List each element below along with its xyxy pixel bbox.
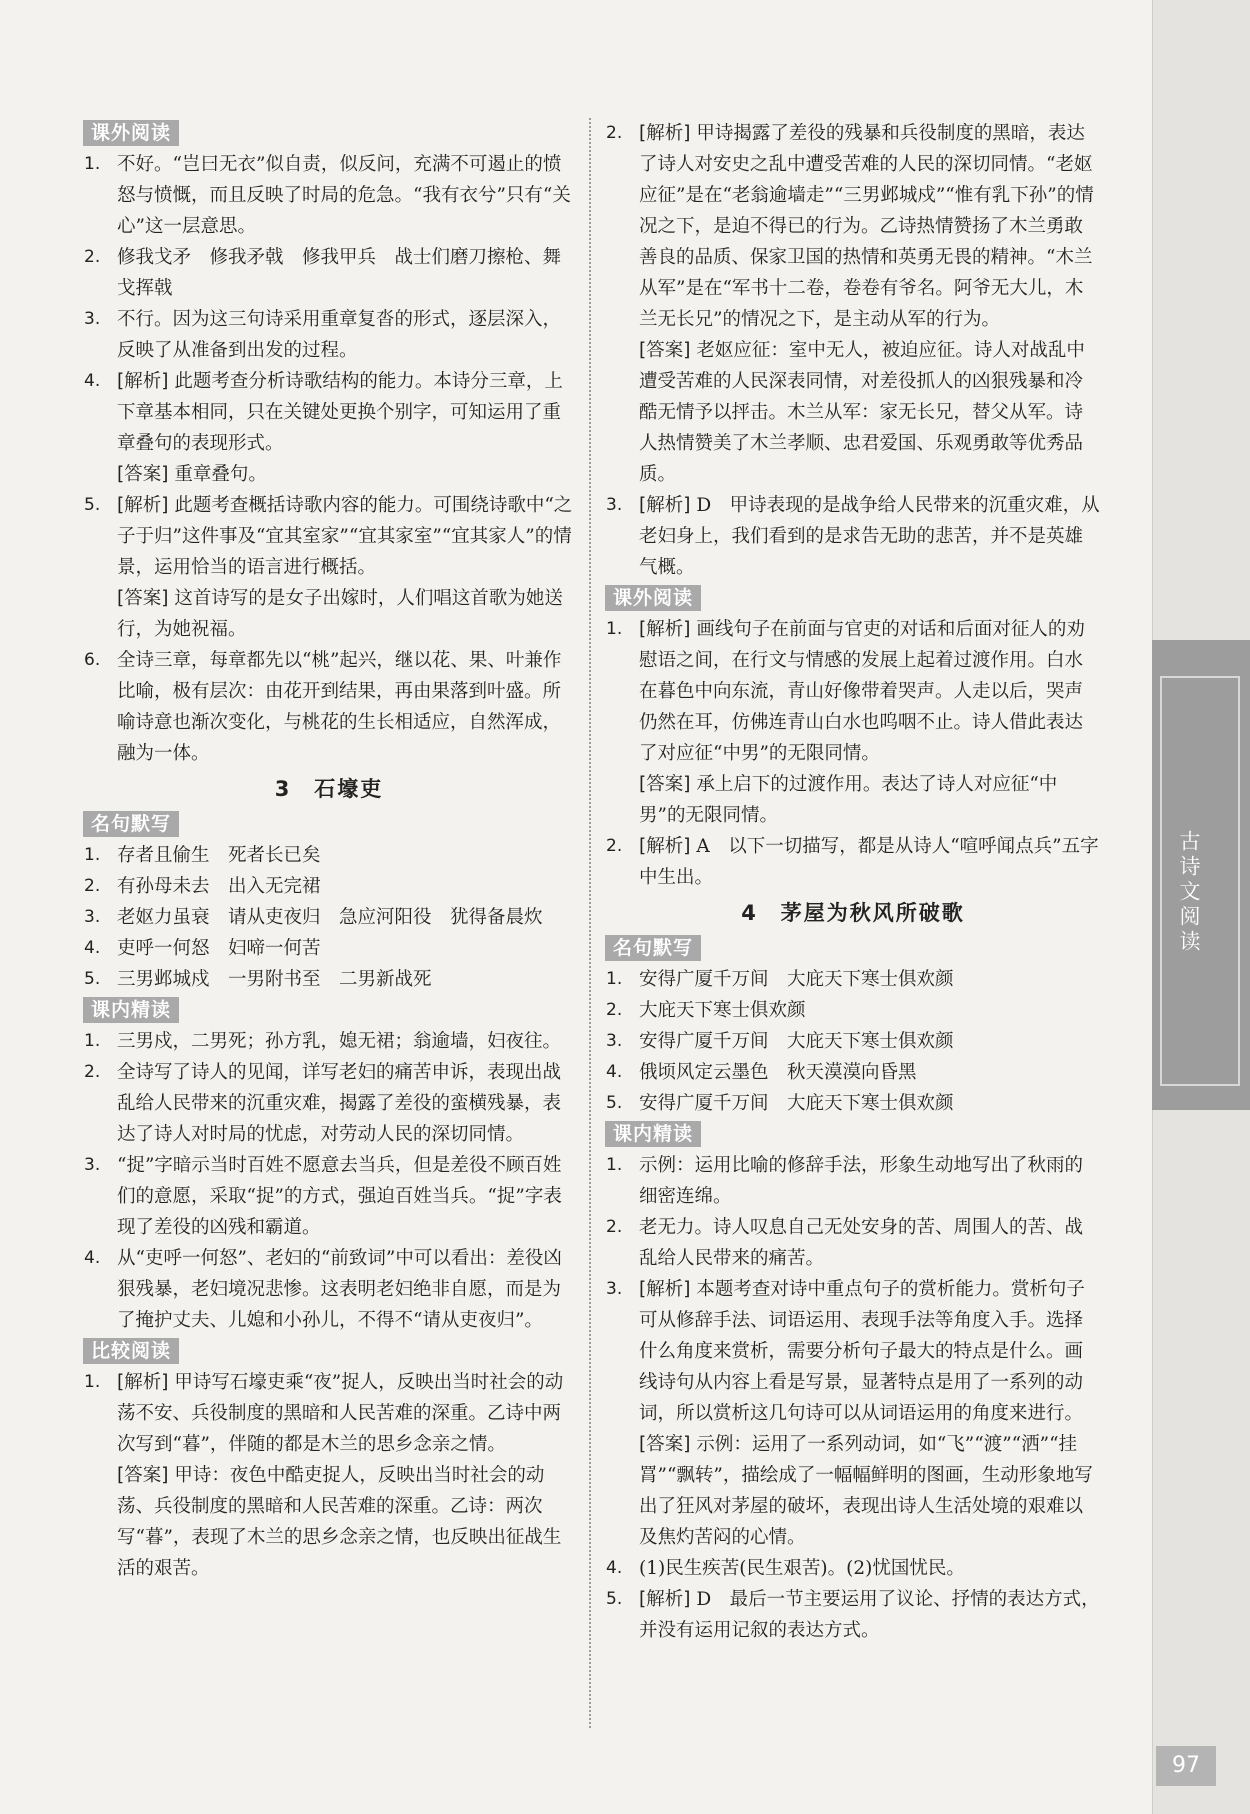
item-text: 三男戍，二男死；孙方乳，媳无裙；翁逾墙，妇夜往。 [117, 1031, 562, 1052]
item-text: 吏呼一何怒 妇啼一何苦 [117, 938, 321, 959]
list-item [606, 1274, 1100, 1429]
item-number: 2. [606, 1000, 623, 1020]
item-text: 有孙母未去 出入无完裙 [117, 876, 321, 897]
item-number: 1. [606, 619, 623, 639]
list-item [606, 831, 1100, 893]
analysis-tag: [解析] [117, 1372, 169, 1393]
item-number: 4. [84, 938, 101, 958]
item-text: 从“吏呼一何怒”、老妇的“前致词”中可以看出：差役凶狠残暴，老妇境况悲惨。这表明老妇绝非自愿，而是为了掩护丈夫、儿媳和小孙儿，不得不“请从吏夜归”。 [117, 1248, 562, 1331]
list-item [84, 840, 574, 871]
list-item [84, 964, 574, 995]
list-item [84, 149, 574, 242]
list-item [606, 614, 1100, 769]
item-number: 5. [84, 495, 101, 515]
list-item [84, 645, 574, 769]
answer-line [606, 769, 1100, 831]
analysis-tag: [解析] [639, 123, 691, 144]
item-number: 1. [84, 845, 101, 865]
item-text: 修我戈矛 修我矛戟 修我甲兵 战士们磨刀擦枪、舞戈挥戟 [117, 247, 562, 299]
item-text: 存者且偷生 死者长已矣 [117, 845, 321, 866]
item-text: 三男邺城戍 一男附书至 二男新战死 [117, 969, 432, 990]
answer-text: 老妪应征：室中无人，被迫应征。诗人对战乱中遭受苦难的人民深表同情，对差役抓人的凶狠残暴和冷酷无情予以抨击。木兰从军：家无长兄，替父从军。诗人热情赞美了木兰孝顺、忠君爱国、乐观勇敢等优秀品质。 [639, 340, 1085, 485]
list-item [606, 1026, 1100, 1057]
page-number: 97 [1156, 1746, 1216, 1786]
list-item [84, 1150, 574, 1243]
item-number: 1. [84, 1031, 101, 1051]
list-item [84, 1057, 574, 1150]
item-number: 4. [606, 1062, 623, 1082]
list-item [84, 933, 574, 964]
item-text: 俄顷风定云墨色 秋天漠漠向昏黑 [639, 1062, 917, 1083]
answer-text: 承上启下的过渡作用。表达了诗人对应征“中男”的无限同情。 [639, 774, 1058, 826]
list-item [606, 995, 1100, 1026]
item-number: 3. [84, 1155, 101, 1175]
list-item [84, 902, 574, 933]
section-label-famous-lines: 名句默写 [83, 811, 179, 837]
item-number: 1. [84, 1372, 101, 1392]
item-number: 2. [606, 1217, 623, 1237]
item-text: 老无力。诗人叹息自己无处安身的苦、周围人的苦、战乱给人民带来的痛苦。 [639, 1217, 1084, 1269]
item-text: 安得广厦千万间 大庇天下寒士俱欢颜 [639, 1031, 954, 1052]
right-column [606, 118, 1100, 1646]
answer-text: 重章叠句。 [174, 464, 267, 485]
list-item [606, 964, 1100, 995]
item-text: “捉”字暗示当时百姓不愿意去当兵，但是差役不顾百姓们的意愿，采取“捉”的方式，强迫百姓当兵。“捉”字表现了差役的凶残和霸道。 [117, 1155, 562, 1238]
list-item [606, 1584, 1100, 1646]
item-text: (1)民生疾苦(民生艰苦)。(2)忧国忧民。 [639, 1558, 965, 1579]
analysis-tag: [解析] [639, 836, 691, 857]
list-item [84, 1367, 574, 1460]
list-item [84, 1026, 574, 1057]
item-number: 5. [606, 1093, 623, 1113]
section-label-extracurricular: 课外阅读 [605, 585, 701, 611]
answer-line [606, 335, 1100, 490]
answer-text: 这首诗写的是女子出嫁时，人们唱这首歌为她送行，为她祝福。 [117, 588, 563, 640]
item-text: 全诗三章，每章都先以“桃”起兴，继以花、果、叶兼作比喻，极有层次：由花开到结果，再由果落到叶盛。所喻诗意也渐次变化，与桃花的生长相适应，自然浑成，融为一体。 [117, 650, 562, 764]
answer-tag: [答案] [639, 774, 691, 795]
item-number: 4. [606, 1558, 623, 1578]
item-text: 甲诗写石壕吏乘“夜”捉人，反映出当时社会的动荡不安、兵役制度的黑暗和人民苦难的深重。乙诗中两次写到“暮”，伴随的都是木兰的思乡念亲之情。 [117, 1372, 564, 1455]
item-number: 6. [84, 650, 101, 670]
section-label-close-reading: 课内精读 [83, 997, 179, 1023]
answer-tag: [答案] [117, 464, 169, 485]
item-number: 2. [84, 876, 101, 896]
item-text: A 以下一切描写，都是从诗人“喧呼闻点兵”五字中生出。 [639, 836, 1099, 888]
item-number: 3. [606, 495, 623, 515]
answer-text: 甲诗：夜色中酷吏捉人，反映出当时社会的动荡、兵役制度的黑暗和人民苦难的深重。乙诗：两次写“暮”，表现了木兰的思乡念亲之情，也反映出征战生活的艰苦。 [117, 1465, 562, 1579]
list-item [84, 1243, 574, 1336]
lesson-title: 3 石壕吏 [274, 777, 384, 801]
item-text: 画线句子在前面与官吏的对话和后面对征人的劝慰语之间，在行文与情感的发展上起着过渡作用。白水在暮色中向东流，青山好像带着哭声。人走以后，哭声仍然在耳，仿佛连青山白水也呜咽不止。诗人借此表达了对应征“中男”的无限同情。 [639, 619, 1085, 764]
answer-line [84, 459, 574, 490]
item-number: 4. [84, 1248, 101, 1268]
item-number: 2. [606, 836, 623, 856]
answer-line [84, 583, 574, 645]
section-label-close-reading: 课内精读 [605, 1121, 701, 1147]
item-text: 不行。因为这三句诗采用重章复沓的形式，逐层深入，反映了从准备到出发的过程。 [117, 309, 562, 361]
list-item [606, 1057, 1100, 1088]
list-item [84, 304, 574, 366]
item-number: 5. [84, 969, 101, 989]
item-text: 安得广厦千万间 大庇天下寒士俱欢颜 [639, 969, 954, 990]
item-text: 老妪力虽衰 请从吏夜归 急应河阳役 犹得备晨炊 [117, 907, 543, 928]
item-text: 甲诗揭露了差役的残暴和兵役制度的黑暗，表达了诗人对安史之乱中遭受苦难的人民的深切同情。“老妪应征”是在“老翁逾墙走”“三男邺城戍”“惟有乳下孙”的情况之下，是迫不得已的行为。乙诗热情赞扬了木兰勇敢善良的品质、保家卫国的热情和英勇无畏的精神。“木兰从军”是在“军书十二卷，卷卷有爷名。阿爷无大儿，木兰无长兄”的情况之下，是主动从军的行为。 [639, 123, 1094, 330]
analysis-tag: [解析] [117, 371, 169, 392]
answer-tag: [答案] [639, 1434, 691, 1455]
answer-line [606, 1429, 1100, 1553]
item-text: D 最后一节主要运用了议论、抒情的表达方式，并没有运用记叙的表达方式。 [639, 1589, 1100, 1641]
item-number: 3. [606, 1031, 623, 1051]
item-number: 1. [84, 154, 101, 174]
list-item [84, 366, 574, 459]
item-text: D 甲诗表现的是战争给人民带来的沉重灾难，从老妇身上，我们看到的是求告无助的悲苦，并不是英雄气概。 [639, 495, 1100, 578]
item-text: 此题考查分析诗歌结构的能力。本诗分三章，上下章基本相同，只在关键处更换个别字，可知运用了重章叠句的表现形式。 [117, 371, 563, 454]
item-number: 4. [84, 371, 101, 391]
item-number: 1. [606, 969, 623, 989]
answer-text: 示例：运用了一系列动词，如“飞”“渡”“洒”“挂罥”“飘转”，描绘成了一幅幅鲜明的图画，生动形象地写出了狂风对茅屋的破坏，表现出诗人生活处境的艰难以及焦灼苦闷的心情。 [639, 1434, 1093, 1548]
item-number: 2. [84, 1062, 101, 1082]
answer-tag: [答案] [117, 1465, 169, 1486]
list-item [84, 490, 574, 583]
analysis-tag: [解析] [639, 495, 691, 516]
analysis-tag: [解析] [639, 1589, 691, 1610]
list-item [606, 118, 1100, 335]
list-item [84, 871, 574, 902]
item-text: 此题考查概括诗歌内容的能力。可围绕诗歌中“之子于归”这件事及“宜其室家”“宜其家室”“宜其家人”的情景，运用恰当的语言进行概括。 [117, 495, 573, 578]
item-text: 不好。“岂曰无衣”似自责，似反问，充满不可遏止的愤怒与愤慨，而且反映了时局的危急。“我有衣兮”只有“关心”这一层意思。 [117, 154, 571, 237]
list-item [606, 490, 1100, 583]
list-item [606, 1150, 1100, 1212]
analysis-tag: [解析] [639, 619, 691, 640]
item-number: 3. [84, 309, 101, 329]
section-label-extracurricular: 课外阅读 [83, 120, 179, 146]
item-number: 5. [606, 1589, 623, 1609]
list-item [606, 1212, 1100, 1274]
side-tab-label: 古诗文阅读 [1177, 830, 1201, 955]
analysis-tag: [解析] [639, 1279, 691, 1300]
item-number: 3. [84, 907, 101, 927]
answer-tag: [答案] [639, 340, 691, 361]
answer-line [84, 1460, 574, 1584]
lesson-title: 4 茅屋为秋风所破歌 [741, 901, 965, 925]
item-text: 大庇天下寒士俱欢颜 [639, 1000, 806, 1021]
section-label-comparative: 比较阅读 [83, 1338, 179, 1364]
item-text: 本题考查对诗中重点句子的赏析能力。赏析句子可从修辞手法、词语运用、表现手法等角度入手。选择什么角度来赏析，需要分析句子最大的特点是什么。画线诗句从内容上看是写景，显著特点是用了一系列的动词，所以赏析这几句诗可以从词语运用的角度来进行。 [639, 1279, 1085, 1424]
item-text: 安得广厦千万间 大庇天下寒士俱欢颜 [639, 1093, 954, 1114]
list-item [606, 1088, 1100, 1119]
item-number: 1. [606, 1155, 623, 1175]
item-number: 2. [606, 123, 623, 143]
section-label-famous-lines: 名句默写 [605, 935, 701, 961]
item-text: 示例：运用比喻的修辞手法，形象生动地写出了秋雨的细密连绵。 [639, 1155, 1084, 1207]
column-divider [589, 118, 591, 1728]
analysis-tag: [解析] [117, 495, 169, 516]
item-number: 3. [606, 1279, 623, 1299]
left-column [84, 118, 574, 1584]
item-number: 2. [84, 247, 101, 267]
list-item [84, 242, 574, 304]
item-text: 全诗写了诗人的见闻，详写老妇的痛苦申诉，表现出战乱给人民带来的沉重灾难，揭露了差役的蛮横残暴，表达了诗人对时局的忧虑，对劳动人民的深切同情。 [117, 1062, 562, 1145]
list-item [606, 1553, 1100, 1584]
answer-tag: [答案] [117, 588, 169, 609]
